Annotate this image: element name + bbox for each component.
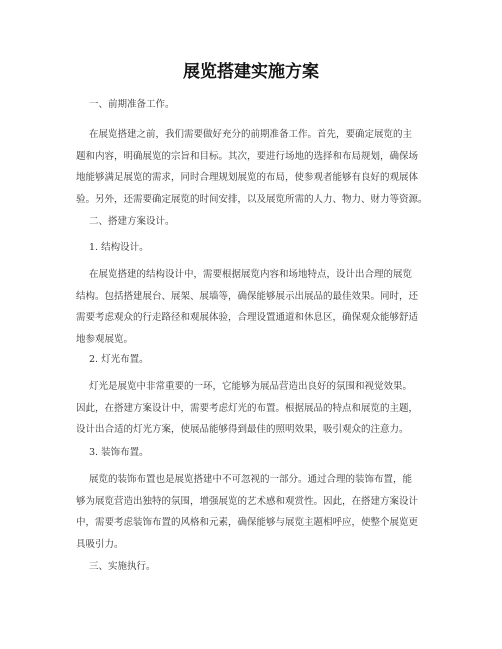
paragraph-line: 地参观展览。 [76,333,134,345]
section-heading-execution: 三、实施执行。 [89,561,156,572]
paragraph-line: 需要考虑观众的行走路径和观展体验，合理设置通道和休息区，确保观众能够舒适 [76,312,419,323]
paragraph-line: 展览的装饰布置也是展览搭建中不可忽视的一部分。通过合理的装饰布置，能 [89,474,413,485]
paragraph-line: 地能够满足展览的需求，同时合理规划展览的布局，使参观者能够有良好的观展体 [76,172,419,183]
paragraph-line: 因此，在搭建方案设计中，需要考虑灯光的布置。根据展品的特点和展览的主题， [76,402,419,414]
section-heading-preparation: 一、前期准备工作。 [89,99,175,110]
paragraph-line: 题和内容，明确展览的宗旨和目标。其次，要进行场地的选择和布局规划，确保场 [76,150,419,162]
paragraph-decoration [76,469,428,555]
paragraph-lighting [76,376,428,441]
subheading-lighting: 2. 灯光布置。 [89,354,149,365]
subheading-structure: 1. 结构设计。 [89,242,149,253]
paragraph-line: 灯光是展览中非常重要的一环，它能够为展品营造出良好的氛围和视觉效果。 [89,381,413,392]
paragraph-line: 结构。包括搭建展台、展架、展墙等，确保能够展示出展品的最佳效果。同时，还 [76,290,419,302]
paragraph-line: 够为展览营造出独特的氛围，增强展览的艺术感和观赏性。因此，在搭建方案设计 [76,495,419,507]
document-title: 展览搭建实施方案 [183,62,319,82]
paragraph-structure [76,264,428,350]
paragraph-preparation [76,124,428,210]
paragraph-line: 在展览搭建之前，我们需要做好充分的前期准备工作。首先，要确定展览的主 [89,129,413,140]
paragraph-line: 中，需要考虑装饰布置的风格和元素，确保能够与展览主题相呼应，使整个展览更 [76,517,419,528]
paragraph-line: 验。另外，还需要确定展览的时间安排，以及展览所需的人力、物力、财力等资源。 [76,193,428,205]
section-heading-design: 二、搭建方案设计。 [89,216,175,227]
paragraph-line: 具吸引力。 [76,538,124,550]
paragraph-line: 在展览搭建的结构设计中，需要根据展览内容和场地特点，设计出合理的展览 [89,269,413,280]
subheading-decoration: 3. 装饰布置。 [89,447,149,458]
paragraph-line: 设计出合适的灯光方案，使展品能够得到最佳的照明效果，吸引观众的注意力。 [76,424,409,435]
